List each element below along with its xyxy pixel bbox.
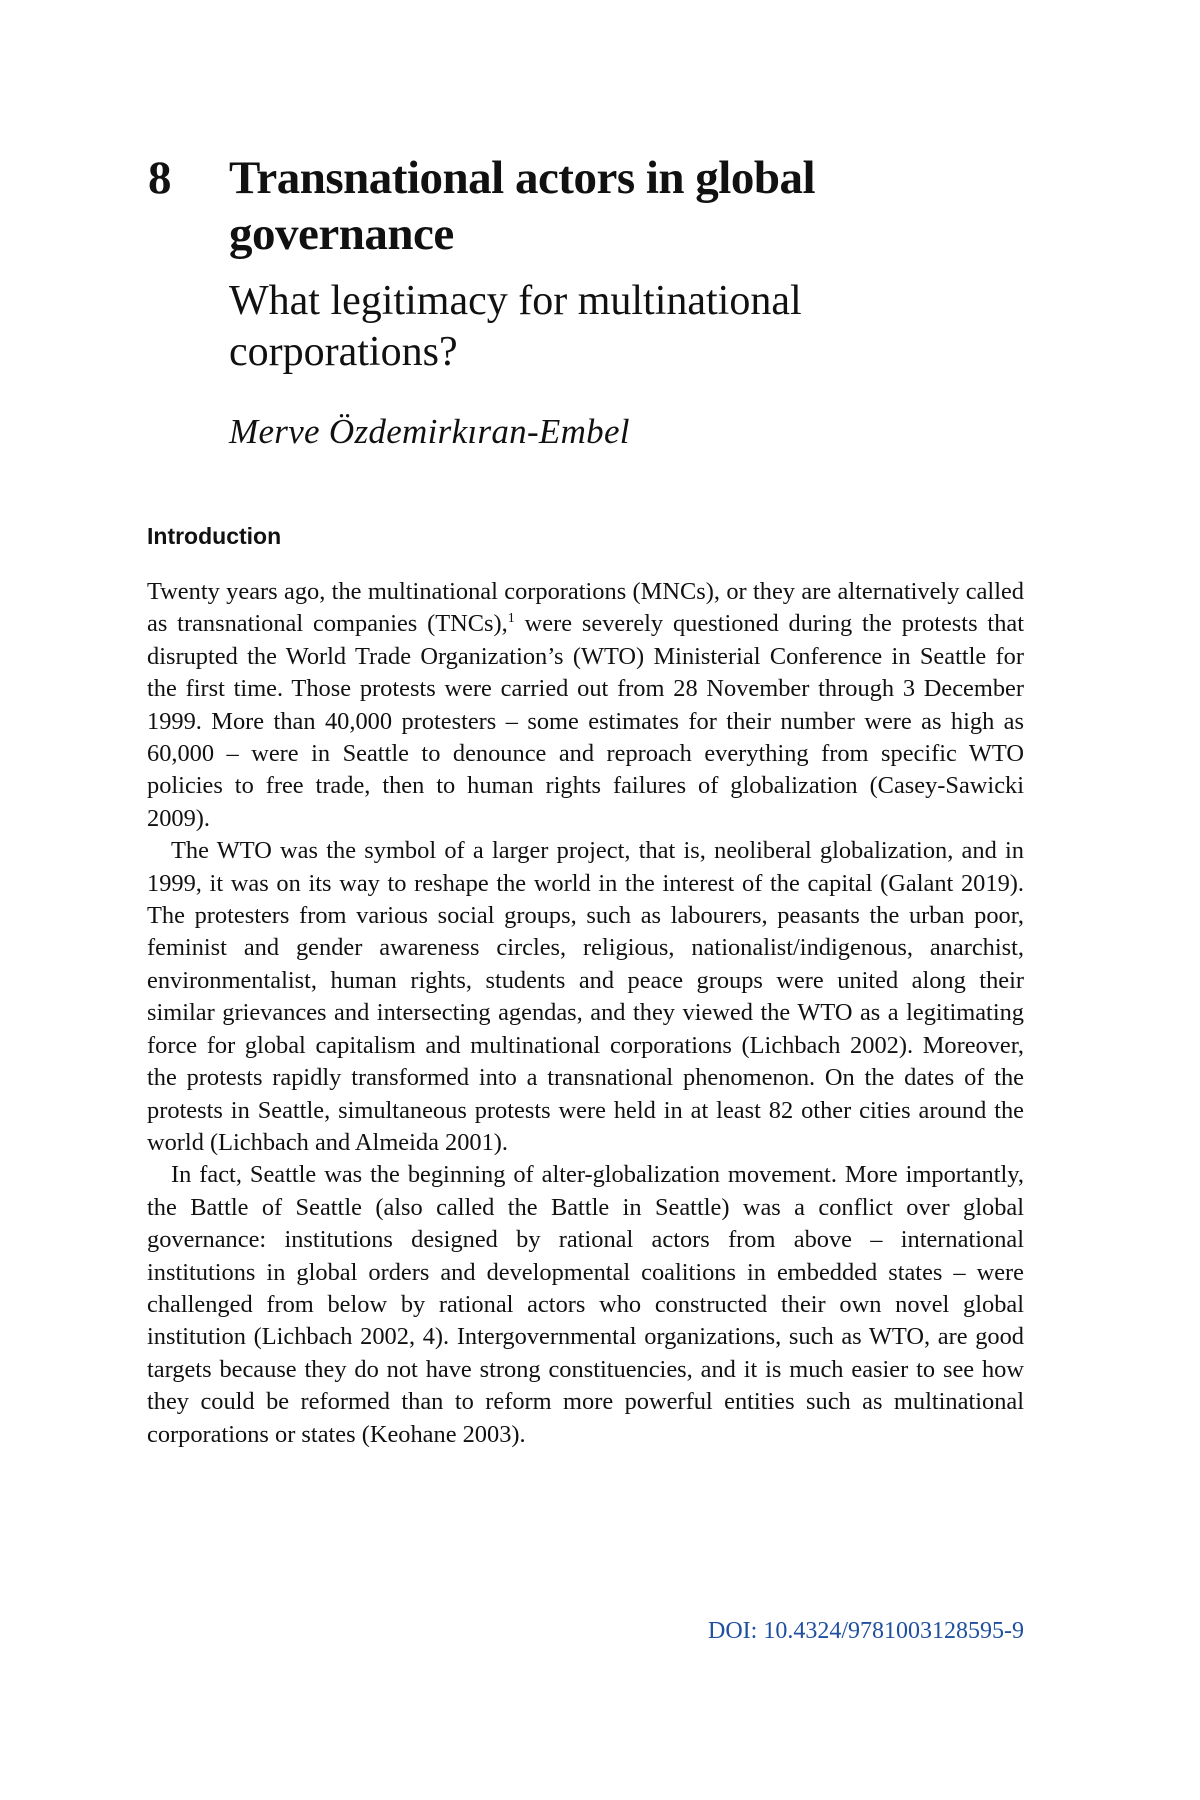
section-heading: Introduction [147,523,282,549]
paragraph-1-text-a: Twenty years ago, the multinational corporations (MNCs), or they are alternatively called as transnational companies (TNCs), [147,578,1024,638]
doi-link[interactable]: 10.4324/9781003128595-9 [763,1618,1024,1644]
chapter-author: Merve Özdemirkıran-Embel [229,412,630,451]
chapter-title: Transnational actors in global governance [229,152,816,260]
chapter-subtitle: What legitimacy for multinational corporations? [229,278,802,375]
paragraph-1 [147,576,1024,835]
paragraph-3: In fact, Seattle was the beginning of alter-globalization movement. More importantly, the Battle of Seattle (also called the Battle in Seattle) was a conflict over global governance: institutions designed by rational actors from above – international institutions in global orders and developmental coalitions in embedded states – were challenged from below by rational actors who constructed their own novel global institution (Lichbach 2002, 4). Intergovernmental organizations, such as WTO, are good targets because they do not have strong constituencies, and it is much easier to see how they could be reformed than to reform more powerful entities such as multinational corporations or states (Keohane 2003). [147,1161,1024,1448]
doi-label: DOI: [708,1618,758,1644]
body-text [147,576,1024,1451]
paragraph-2: The WTO was the symbol of a larger project, that is, neoliberal globalization, and in 1999, it was on its way to reshape the world in the interest of the capital (Galant 2019). The protesters from various social groups, such as labourers, peasants the urban poor, feminist and gender awareness circles, religious, nationalist/indigenous, anarchist, environmentalist, human rights, students and peace groups were united along their similar grievances and intersecting agendas, and they viewed the WTO as a legitimating force for global capitalism and multinational corporations (Lichbach 2002). Moreover, the protests rapidly transformed into a transnational phenomenon. On the dates of the protests in Seattle, simultaneous protests were held in at least 82 other cities around the world (Lichbach and Almeida 2001). [147,837,1024,1156]
chapter-number: 8 [148,152,172,204]
footnote-marker[interactable]: 1 [507,611,515,627]
doi-footer [708,1616,1024,1646]
paragraph-1-text-b: were severely questioned during the protests that disrupted the World Trade Organization’s (WTO) Ministerial Conference in Seattle for the first time. Those protests were carried out from 28 November through 3 December 1999. More than 40,000 protesters – some estimates for their number were as high as 60,000 – were in Seattle to denounce and reproach everything from specific WTO policies to free trade, then to human rights failures of globalization (Casey-Sawicki 2009). [147,610,1024,832]
